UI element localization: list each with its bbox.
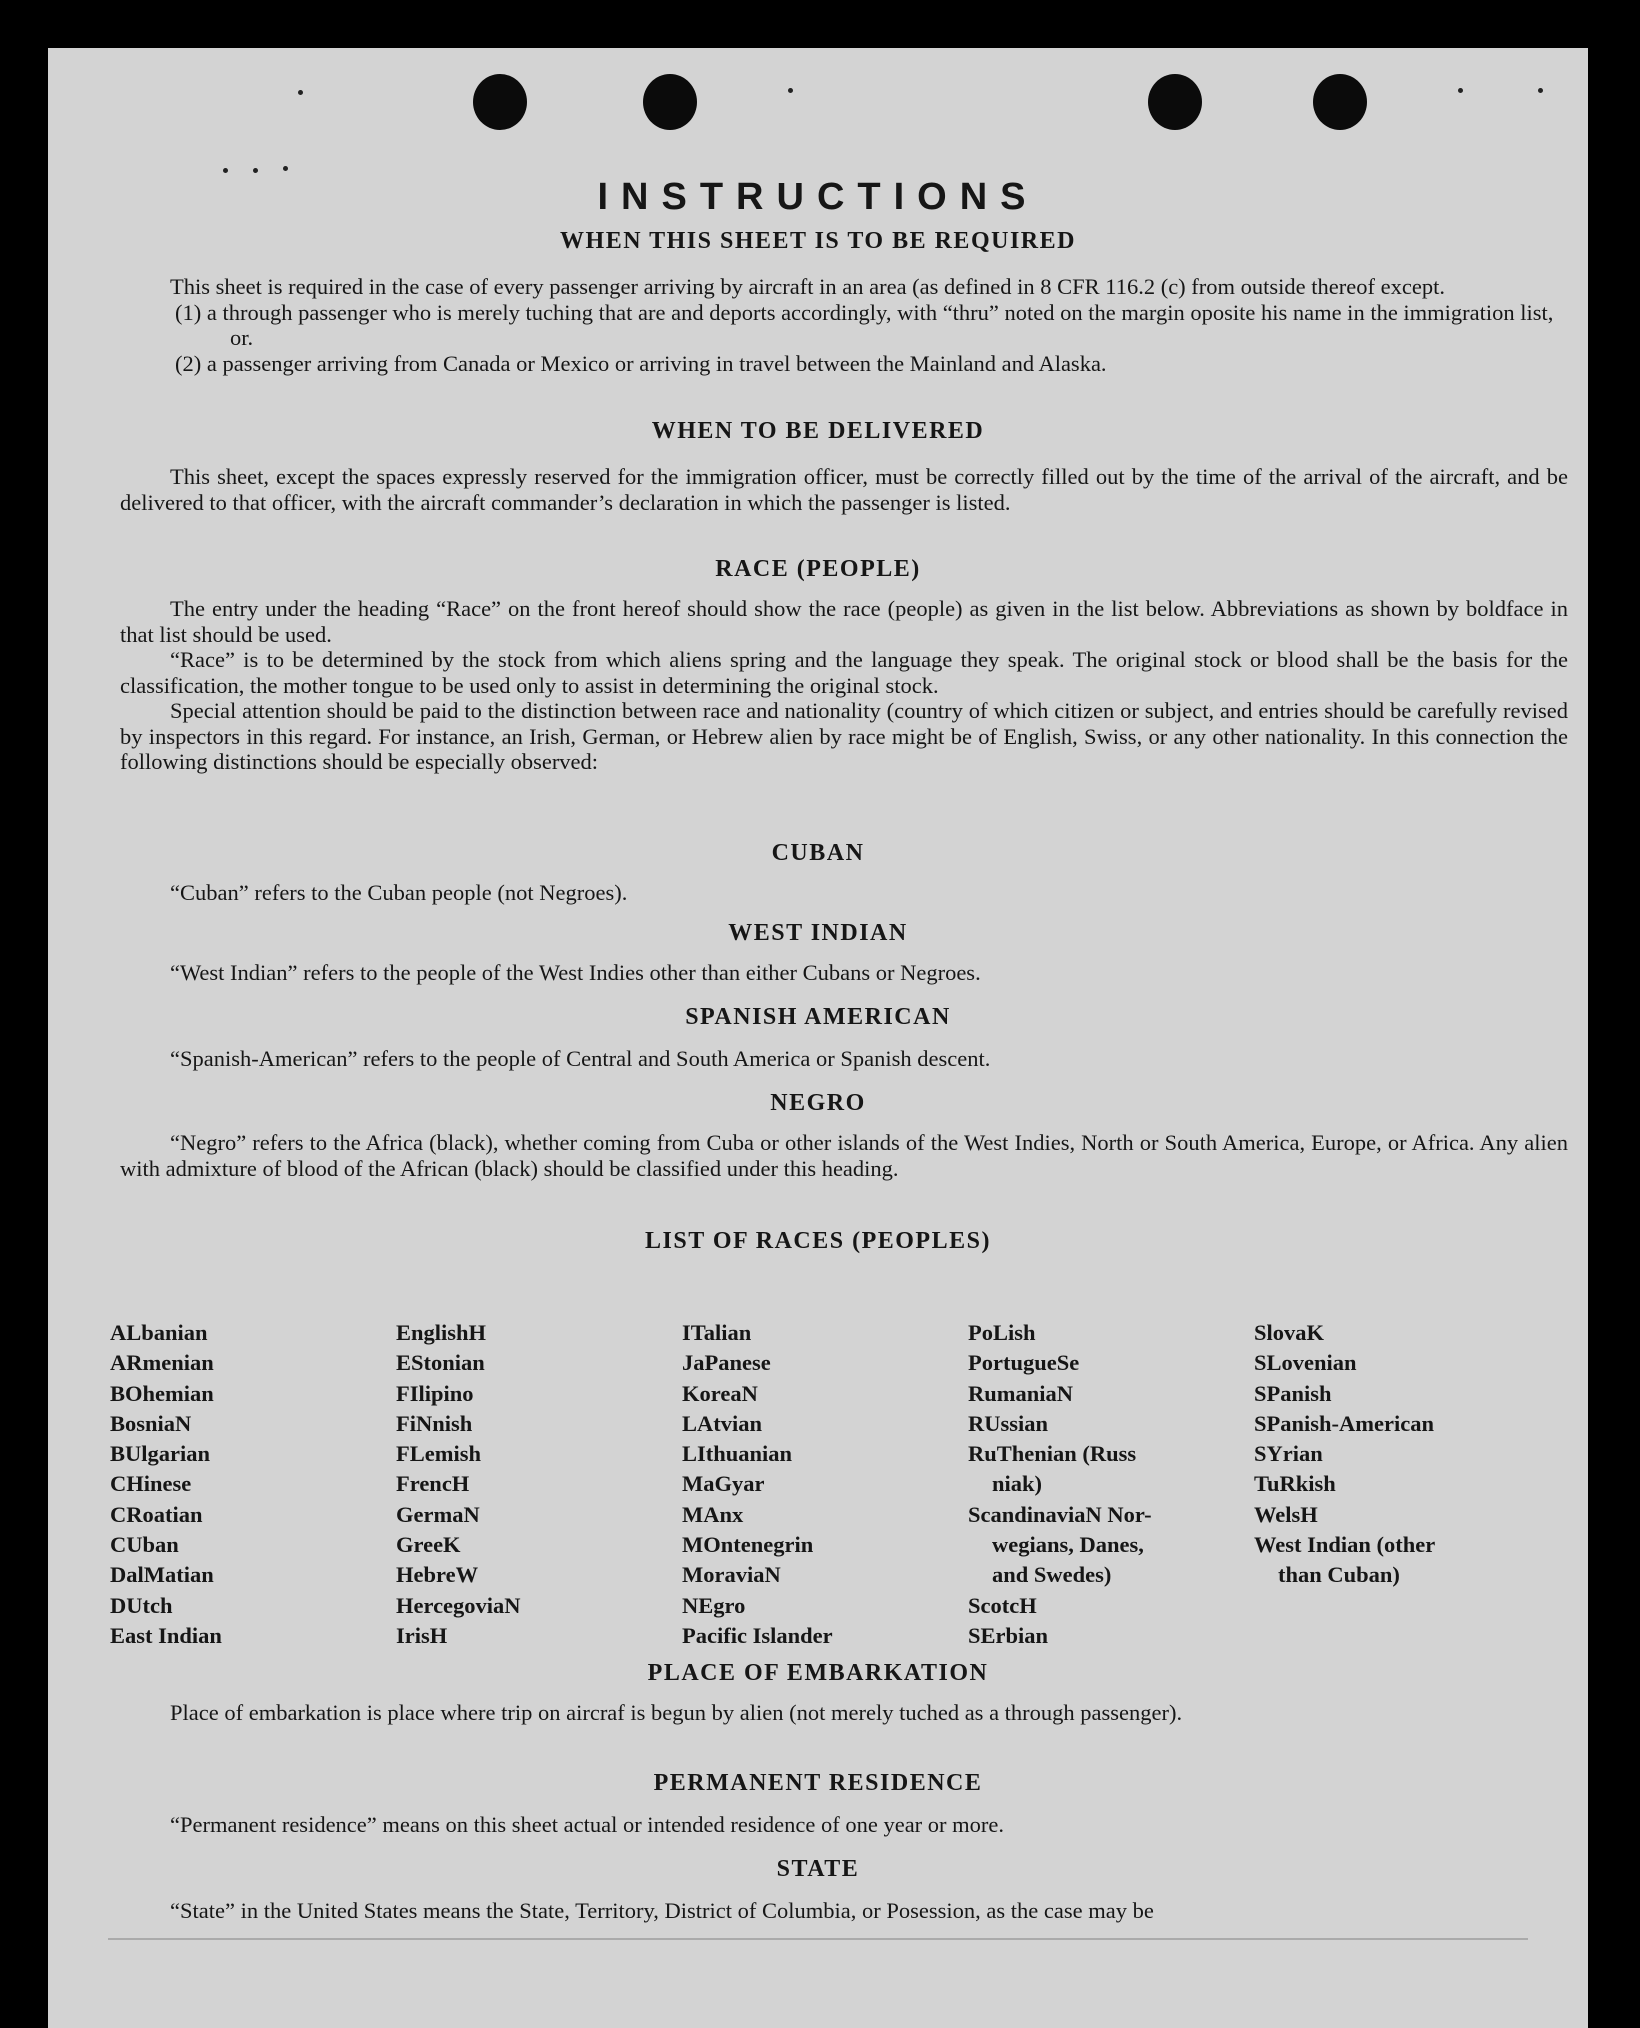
- race-item: KoreaN: [682, 1380, 758, 1406]
- heading-spanish-american: SPANISH AMERICAN: [685, 1004, 951, 1030]
- negro-text: “Negro” refers to the Africa (black), whether coming from Cuba or other islands of the West Indies, North or South America, Europe, or Africa. Any alien with admixture of blood of the African (black) should be classified under this heading.: [120, 1130, 1568, 1181]
- race-paragraph-1: The entry under the heading “Race” on the front hereof should show the race (people) as given in the list below. Abbreviations as shown by boldface in that list should be used.: [120, 596, 1568, 647]
- race-item: HercegoviaN: [396, 1592, 521, 1618]
- embarkation-section: [120, 1700, 1568, 1726]
- race-item: ALbanian: [110, 1320, 208, 1345]
- divider: [108, 1938, 1528, 1940]
- race-list: [110, 1318, 1570, 1648]
- punch-hole-3: [1148, 74, 1202, 130]
- race-item: Pacific Islander: [682, 1622, 833, 1648]
- heading-embarkation: PLACE OF EMBARKATION: [647, 1660, 989, 1686]
- race-paragraph-2: “Race” is to be determined by the stock from which aliens spring and the language they speak. The original stock or blood shall be the basis for the classification, the mother tongue to be used only to assist in determining the original stock.: [120, 647, 1568, 698]
- heading-race: RACE (PEOPLE): [715, 556, 921, 582]
- state-section: [120, 1898, 1568, 1924]
- race-item: BosniaN: [110, 1410, 192, 1436]
- punch-hole-2: [643, 74, 697, 130]
- race-item: GreeK: [396, 1532, 461, 1558]
- state-text: “State” in the United States means the State, Territory, District of Columbia, or Posession, as the case may be: [170, 1898, 1154, 1923]
- race-column-3: [682, 1318, 972, 1651]
- race-item: than Cuban): [1278, 1562, 1400, 1588]
- race-item: ARmenian: [110, 1350, 214, 1376]
- punch-hole-4: [1313, 74, 1367, 130]
- race-item: SErbian: [968, 1622, 1049, 1648]
- residence-text: “Permanent residence” means on this sheet actual or intended residence of one year or more.: [170, 1812, 1005, 1837]
- race-item: IrisH: [396, 1622, 448, 1648]
- race-item: East Indian: [110, 1622, 222, 1648]
- punch-hole-1: [473, 74, 527, 130]
- race-item: RumaniaN: [968, 1380, 1074, 1406]
- race-item: RUssian: [968, 1410, 1049, 1436]
- race-item: niak): [992, 1471, 1043, 1497]
- race-item: TuRkish: [1254, 1471, 1336, 1497]
- race-item: FrencH: [396, 1471, 470, 1497]
- race-item: CRoatian: [110, 1501, 203, 1527]
- race-item: MOntenegrin: [682, 1532, 814, 1558]
- race-item: SYrian: [1254, 1441, 1323, 1467]
- heading-list-of-races: LIST OF RACES (PEOPLES): [645, 1228, 991, 1254]
- delivered-text: This sheet, except the spaces expressly reserved for the immigration officer, must be correctly filled out by the time of the arrival of the aircraft, and be delivered to that officer, with the aircraft commander’s declaration in which the passenger is listed.: [120, 464, 1568, 515]
- delivered-section: [120, 464, 1568, 515]
- race-item: DalMatian: [110, 1562, 214, 1588]
- negro-section: [120, 1130, 1568, 1181]
- race-item: RuThenian (Russ: [968, 1441, 1137, 1467]
- race-item: ScotcH: [968, 1592, 1037, 1618]
- heading-delivered: WHEN TO BE DELIVERED: [651, 418, 985, 444]
- race-item: BUlgarian: [110, 1441, 211, 1467]
- speck: [253, 168, 258, 173]
- race-item: GermaN: [396, 1501, 480, 1527]
- page-title: INSTRUCTIONS: [597, 176, 1039, 218]
- heading-cuban: CUBAN: [771, 840, 865, 866]
- spanish-american-section: [120, 1046, 1568, 1072]
- race-item: FiNnish: [396, 1410, 473, 1436]
- spanish-american-text: “Spanish-American” refers to the people of Central and South America or Spanish descent.: [170, 1046, 991, 1071]
- race-item: JaPanese: [682, 1350, 771, 1376]
- speck: [1538, 88, 1543, 93]
- race-item: SLovenian: [1254, 1350, 1357, 1376]
- race-item: MoraviaN: [682, 1562, 781, 1588]
- race-item: BOhemian: [110, 1380, 214, 1406]
- race-item: FLemish: [396, 1441, 482, 1467]
- race-item: EnglishH: [396, 1320, 487, 1345]
- race-item: SPanish: [1254, 1380, 1332, 1406]
- race-section: [120, 596, 1568, 775]
- race-paragraph-3: Special attention should be paid to the distinction between race and nationality (country of which citizen or subject, and entries should be carefully revised by inspectors in this regard. For instance, an Irish, German, or Hebrew alien by race might be of English, Swiss, or any other nationality. In this connection the following distinctions should be especially observed:: [120, 698, 1568, 774]
- speck: [298, 90, 303, 95]
- race-item: CUban: [110, 1532, 179, 1558]
- speck: [1458, 88, 1463, 93]
- race-item: and Swedes): [992, 1562, 1112, 1588]
- cuban-text: “Cuban” refers to the Cuban people (not Negroes).: [170, 880, 628, 905]
- heading-state: STATE: [776, 1856, 860, 1882]
- race-item: HebreW: [396, 1562, 479, 1588]
- residence-section: [120, 1812, 1568, 1838]
- race-item: SPanish-American: [1254, 1410, 1434, 1436]
- race-item: wegians, Danes,: [992, 1532, 1144, 1558]
- heading-west-indian: WEST INDIAN: [728, 920, 908, 946]
- race-column-1: [110, 1318, 400, 1651]
- heading-required: WHEN THIS SHEET IS TO BE REQUIRED: [560, 228, 1076, 254]
- race-item: ITalian: [682, 1320, 752, 1345]
- race-item: PortugueSe: [968, 1350, 1080, 1376]
- race-item: EStonian: [396, 1350, 485, 1376]
- speck: [223, 168, 228, 173]
- race-item: LIthuanian: [682, 1441, 793, 1467]
- speck: [283, 166, 288, 171]
- race-item: MaGyar: [682, 1471, 765, 1497]
- document-sheet: [48, 48, 1588, 2028]
- required-item-2: (2) a passenger arriving from Canada or Mexico or arriving in travel between the Mainland and Alaska.: [175, 350, 1107, 376]
- required-item-1: (1) a through passenger who is merely tuching that are and deports accordingly, with “thru” noted on the margin oposite his name in the immigration list, or.: [175, 299, 1554, 350]
- west-indian-text: “West Indian” refers to the people of the West Indies other than either Cubans or Negroes.: [170, 960, 981, 985]
- race-column-4: [968, 1318, 1258, 1651]
- race-item: West Indian (other: [1254, 1532, 1436, 1558]
- race-item: ScandinaviaN Nor-: [968, 1501, 1152, 1527]
- race-column-5: [1254, 1318, 1544, 1591]
- race-item: LAtvian: [682, 1410, 763, 1436]
- race-item: CHinese: [110, 1471, 192, 1497]
- race-item: SlovaK: [1254, 1320, 1325, 1345]
- race-item: WelsH: [1254, 1501, 1318, 1527]
- race-item: PoLish: [968, 1320, 1036, 1345]
- west-indian-section: [120, 960, 1568, 986]
- race-item: DUtch: [110, 1592, 173, 1618]
- required-section: [120, 274, 1568, 376]
- speck: [788, 88, 793, 93]
- race-column-2: [396, 1318, 686, 1651]
- race-item: NEgro: [682, 1592, 746, 1618]
- race-item: FIlipino: [396, 1380, 474, 1406]
- heading-residence: PERMANENT RESIDENCE: [653, 1770, 983, 1796]
- cuban-section: [120, 880, 1568, 906]
- race-item: MAnx: [682, 1501, 744, 1527]
- heading-negro: NEGRO: [770, 1090, 866, 1116]
- embarkation-text: Place of embarkation is place where trip on aircraf is begun by alien (not merely tuched as a through passenger).: [170, 1700, 1183, 1725]
- required-intro: This sheet is required in the case of every passenger arriving by aircraft in an area (as defined in 8 CFR 116.2 (c) from outside thereof except.: [170, 274, 1445, 299]
